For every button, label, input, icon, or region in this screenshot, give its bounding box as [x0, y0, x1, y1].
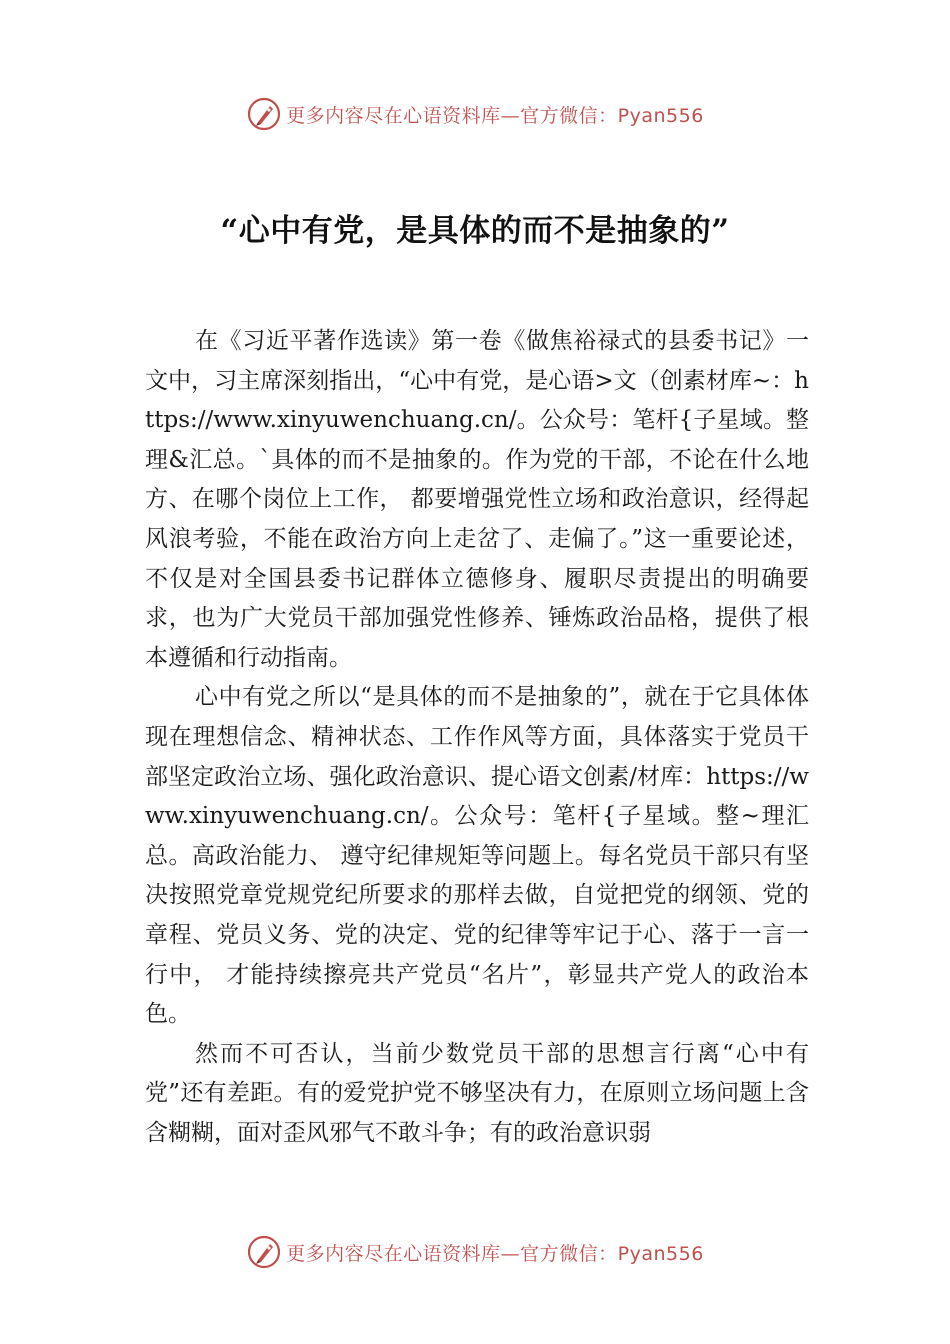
document-body: [145, 322, 809, 1153]
pen-nib-logo-icon: [246, 96, 282, 132]
paragraph: 在《习近平著作选读》第一卷《做焦裕禄式的县委书记》一文中，习主席深刻指出，“心中有党，是心语>文（创素材库~：https://www.xinyuwenchuang.cn/。公众号：笔杆{子星域。整理&汇总。`具体的而不是抽象的。作为党的干部，不论在什么地方、在哪个岗位上工作， 都要增强党性立场和政治意识，经得起风浪考验，不能在政治方向上走岔了、走偏了。”这一重要论述，不仅是对全国县委书记群体立德修身、履职尽责提出的明确要求，也为广大党员干部加强党性修养、锤炼政治品格，提供了根本遵循和行动指南。: [145, 328, 809, 671]
paragraph: 心中有党之所以“是具体的而不是抽象的”，就在于它具体体现在理想信念、精神状态、工作作风等方面，具体落实于党员干部坚定政治立场、强化政治意识、提心语文创素/材库：https://www.xinyuwenchuang.cn/。公众号：笔杆{子星域。整~理汇总。高政治能力、 遵守纪律规矩等问题上。每名党员干部只有坚决按照党章党规党纪所要求的那样去做，自觉把党的纲领、党的章程、党员义务、党的决定、党的纪律等牢记于心、落于一言一行中， 才能持续擦亮共产党员“名片”，彰显共产党人的政治本色。: [145, 684, 809, 1028]
wechat-id: Pyan556: [617, 1242, 704, 1265]
banner-text: 更多内容尽在心语资料库—官方微信：Pyan556: [286, 1242, 704, 1265]
footer-banner: [0, 1232, 950, 1272]
pen-nib-logo-icon: [246, 1234, 282, 1270]
header-banner: [0, 94, 950, 134]
wechat-id: Pyan556: [617, 104, 704, 127]
document-title: “心中有党，是具体的而不是抽象的”: [220, 213, 730, 249]
banner-text: 更多内容尽在心语资料库—官方微信：Pyan556: [286, 104, 704, 127]
paragraph: 然而不可否认，当前少数党员干部的思想言行离“心中有党”还有差距。有的爱党护党不够坚决有力，在原则立场问题上含含糊糊，面对歪风邪气不敢斗争；有的政治意识弱: [145, 1040, 809, 1146]
